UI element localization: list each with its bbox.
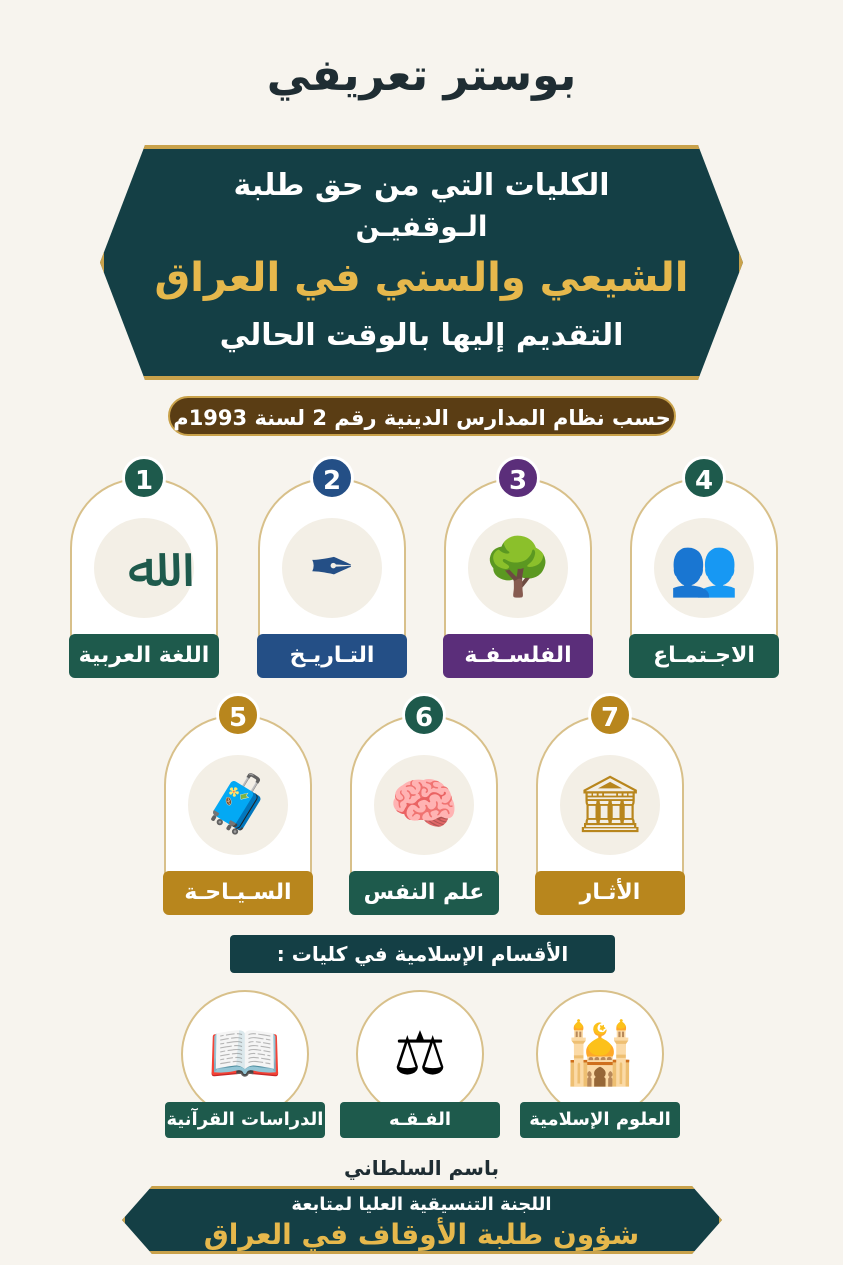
islamic-section-label: الدراسات القرآنية [165,1102,325,1138]
people-group-icon: 👥 [654,518,754,618]
quill-book-icon: ✒ [282,518,382,618]
college-label: الأثـار [535,871,685,915]
college-label: الفلسـفـة [443,634,593,678]
quran-stand-icon: 📖 [181,990,309,1118]
scales-book-icon: ⚖ [356,990,484,1118]
brain-head-icon: 🧠 [374,755,474,855]
banner-line-4: التقديم إليها بالوقت الحالي [219,318,624,353]
banner-line-3: الشيعي والسني في العراق [154,255,689,301]
college-number: 4 [682,456,726,500]
college-number: 6 [402,693,446,737]
author-name: باسم السلطاني [344,1156,499,1180]
college-number: 3 [496,456,540,500]
banner-line-1: الكليات التي من حق طلبة [233,168,610,203]
college-label: اللغة العربية [69,634,219,678]
regulation-pill: حسب نظام المدارس الدينية رقم 2 لسنة 1993م [168,396,676,436]
college-number: 1 [122,456,166,500]
ruins-pottery-icon: 🏛 [560,755,660,855]
college-number: 2 [310,456,354,500]
arabic-calligraphy-icon: ﷲ [94,518,194,618]
college-label: التـاريـخ [257,634,407,678]
college-number: 5 [216,693,260,737]
banner-line-2: الـوقفيـن [355,210,488,243]
suitcase-camera-icon: 🧳 [188,755,288,855]
poster-title: بوستر تعريفي [266,50,577,101]
islamic-heading: الأقسام الإسلامية في كليات : [230,935,615,973]
college-label: السـيـاحـة [163,871,313,915]
footer-line-2: شؤون طلبة الأوقاف في العراق [203,1218,640,1251]
mosque-book-icon: 🕌 [536,990,664,1118]
college-label: علم النفس [349,871,499,915]
college-label: الاجـتمـاع [629,634,779,678]
islamic-section-label: العلوم الإسلامية [520,1102,680,1138]
tree-head-icon: 🌳 [468,518,568,618]
college-number: 7 [588,693,632,737]
footer-line-1: اللجنة التنسيقية العليا لمتابعة [291,1194,552,1215]
islamic-section-label: الفـقـه [340,1102,500,1138]
